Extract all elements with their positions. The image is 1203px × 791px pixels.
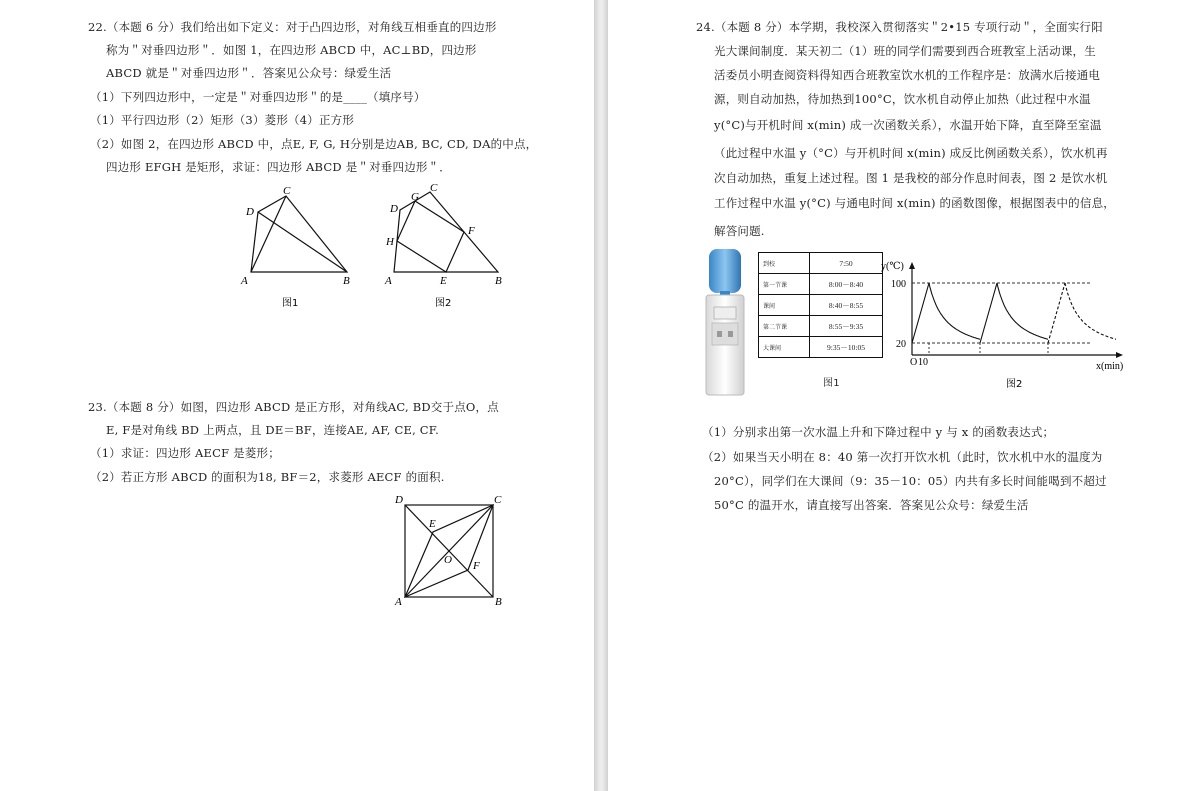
fig2-label-d: D bbox=[390, 203, 398, 215]
q24-line-3: 活委员小明查阅资料得知西合班教室饮水机的工作程序是：放满水后接通电 bbox=[714, 68, 1101, 82]
q24-question-1: （1）分别求出第一次水温上升和下降过程中 y 与 x 的函数表达式； bbox=[702, 425, 1055, 439]
q24-line-4: 源，则自动加热，待加热到100°C，饮水机自动停止加热（此过程中水温 bbox=[714, 92, 1091, 106]
graph-y-tick-100: 100 bbox=[891, 279, 906, 290]
schedule-row bbox=[759, 337, 883, 358]
page-gutter bbox=[594, 0, 608, 791]
graph-y-axis-label: y(℃) bbox=[881, 261, 904, 272]
q23-question-2: （2）若正方形 ABCD 的面积为18, BF＝2，求菱形 AECF 的面积. bbox=[90, 470, 445, 484]
q23-question-1: （1）求证：四边形 AECF 是菱形； bbox=[90, 446, 280, 460]
cycle-1-cooling bbox=[929, 283, 980, 339]
schedule-period: 第二节课 bbox=[759, 316, 810, 337]
q24-line-9: 解答问题. bbox=[714, 224, 765, 238]
q22-question-2-cont: 四边形 EFGH 是矩形，求证：四边形 ABCD 是＂对垂四边形＂． bbox=[106, 160, 451, 174]
schedule-row bbox=[759, 274, 883, 295]
cycle-3-cooling bbox=[1065, 283, 1116, 339]
q23-label-d: D bbox=[395, 494, 403, 506]
right-page bbox=[608, 0, 1203, 791]
q22-line-3: ABCD 就是＂对垂四边形＂．答案见公众号：绿爱生活 bbox=[106, 66, 392, 80]
q24-question-2-end: 50°C 的温开水，请直接写出答案．答案见公众号：绿爱生活 bbox=[714, 498, 1029, 512]
q24-line-7: 次自动加热，重复上述过程。图 1 是我校的部分作息时间表，图 2 是饮水机 bbox=[714, 171, 1108, 185]
schedule-row bbox=[759, 253, 883, 274]
q22-figure-1 bbox=[235, 185, 365, 310]
q23-label-e: E bbox=[429, 518, 436, 530]
q22-line-2: 称为＂对垂四边形＂．如图 1，在四边形 ABCD 中，AC⊥BD，四边形 bbox=[106, 43, 477, 57]
q23-label-c: C bbox=[494, 494, 502, 506]
cycle-1-heating bbox=[912, 283, 929, 343]
schedule-table bbox=[758, 252, 883, 358]
schedule-row bbox=[759, 316, 883, 337]
fig2-label-e: E bbox=[440, 275, 447, 287]
q23-label-a: A bbox=[395, 596, 402, 608]
left-page bbox=[0, 0, 594, 791]
graph-caption: 图2 bbox=[1006, 379, 1023, 390]
schedule-row bbox=[759, 295, 883, 316]
cycle-2-heating bbox=[980, 283, 997, 343]
graph-x-arrow bbox=[1116, 352, 1123, 358]
fig2-label-f: F bbox=[468, 225, 475, 237]
fig1-label-b: B bbox=[343, 275, 350, 287]
q24-line-5: y(°C)与开机时间 x(min) 成一次函数关系），水温开始下降，直至降至室温 bbox=[714, 118, 1102, 132]
q24-question-2: （2）如果当天小明在 8：40 第一次打开饮水机（此时，饮水机中水的温度为 bbox=[702, 450, 1103, 464]
graph-x-axis-label: x(min) bbox=[1096, 361, 1124, 372]
graph-y-arrow bbox=[909, 262, 915, 269]
cycle-2-cooling bbox=[997, 283, 1048, 339]
fig2-label-h: H bbox=[386, 236, 394, 248]
q22-question-2: （2）如图 2，在四边形 ABCD 中，点E, F, G, H分别是边AB, BC, CD, DA的中点， bbox=[90, 137, 538, 151]
schedule-time: 9:35－10:05 bbox=[810, 337, 883, 358]
schedule-caption: 图1 bbox=[823, 378, 840, 389]
fig1-label-c: C bbox=[283, 185, 291, 197]
fig2-caption: 图2 bbox=[435, 298, 452, 309]
fig2-label-a: A bbox=[385, 275, 392, 287]
q23-figure bbox=[388, 490, 513, 612]
fig2-label-g: G bbox=[411, 191, 419, 203]
fig2-label-b: B bbox=[495, 275, 502, 287]
q22-line-1: 22.（本题 6 分）我们给出如下定义：对于凸四边形，对角线互相垂直的四边形 bbox=[88, 20, 497, 34]
schedule-time: 8:55－9:35 bbox=[810, 316, 883, 337]
schedule-period: 大课间 bbox=[759, 337, 810, 358]
q24-line-8: 工作过程中水温 y(°C) 与通电时间 x(min) 的函数图像，根据图表中的信息， bbox=[714, 196, 1115, 210]
q24-question-2-cont: 20°C），同学们在大课间（9：35－10：05）内共有多长时间能喝到不超过 bbox=[714, 474, 1107, 488]
q24-line-2: 光大课间制度．某天初二（1）班的同学们需要到西合班教室上活动课，生 bbox=[714, 44, 1096, 58]
graph-x-tick-10: 10 bbox=[918, 357, 928, 368]
water-dispenser-image bbox=[700, 247, 750, 397]
q23-line-2: E, F是对角线 BD 上两点，且 DE＝BF，连接AE, AF, CE, CF. bbox=[106, 423, 440, 437]
q24-line-1: 24.（本题 8 分）本学期，我校深入贯彻落实＂2•15 专项行动＂，全面实行阳 bbox=[696, 20, 1103, 34]
schedule-period: 第一节课 bbox=[759, 274, 810, 295]
schedule-time: 7:50 bbox=[810, 253, 883, 274]
q23-label-o: O bbox=[444, 554, 452, 566]
schedule-time: 8:00－8:40 bbox=[810, 274, 883, 295]
fig2-label-c: C bbox=[430, 182, 438, 194]
cycle-3-heating bbox=[1048, 283, 1065, 343]
schedule-period: 到校 bbox=[759, 253, 810, 274]
schedule-grid bbox=[758, 252, 883, 358]
schedule-time: 8:40－8:55 bbox=[810, 295, 883, 316]
q22-options: （1）平行四边形（2）矩形（3）菱形（4）正方形 bbox=[90, 113, 355, 127]
q22-figure-2 bbox=[380, 180, 515, 310]
fig1-label-a: A bbox=[241, 275, 248, 287]
graph-origin: O bbox=[910, 357, 918, 368]
fig1-caption: 图1 bbox=[282, 298, 299, 309]
q22-question-1: （1）下列四边形中，一定是＂对垂四边形＂的是____（填序号） bbox=[90, 90, 426, 104]
fig1-label-d: D bbox=[246, 206, 254, 218]
q24-line-6: （此过程中水温 y（°C）与开机时间 x(min) 成反比例函数关系），饮水机再 bbox=[714, 146, 1108, 160]
schedule-period: 课间 bbox=[759, 295, 810, 316]
graph-y-tick-20: 20 bbox=[896, 339, 906, 350]
q23-label-f: F bbox=[473, 560, 480, 572]
q23-line-1: 23.（本题 8 分）如图，四边形 ABCD 是正方形，对角线AC, BD交于点O，点 bbox=[88, 400, 499, 414]
q23-label-b: B bbox=[495, 596, 502, 608]
temperature-graph bbox=[876, 255, 1138, 393]
